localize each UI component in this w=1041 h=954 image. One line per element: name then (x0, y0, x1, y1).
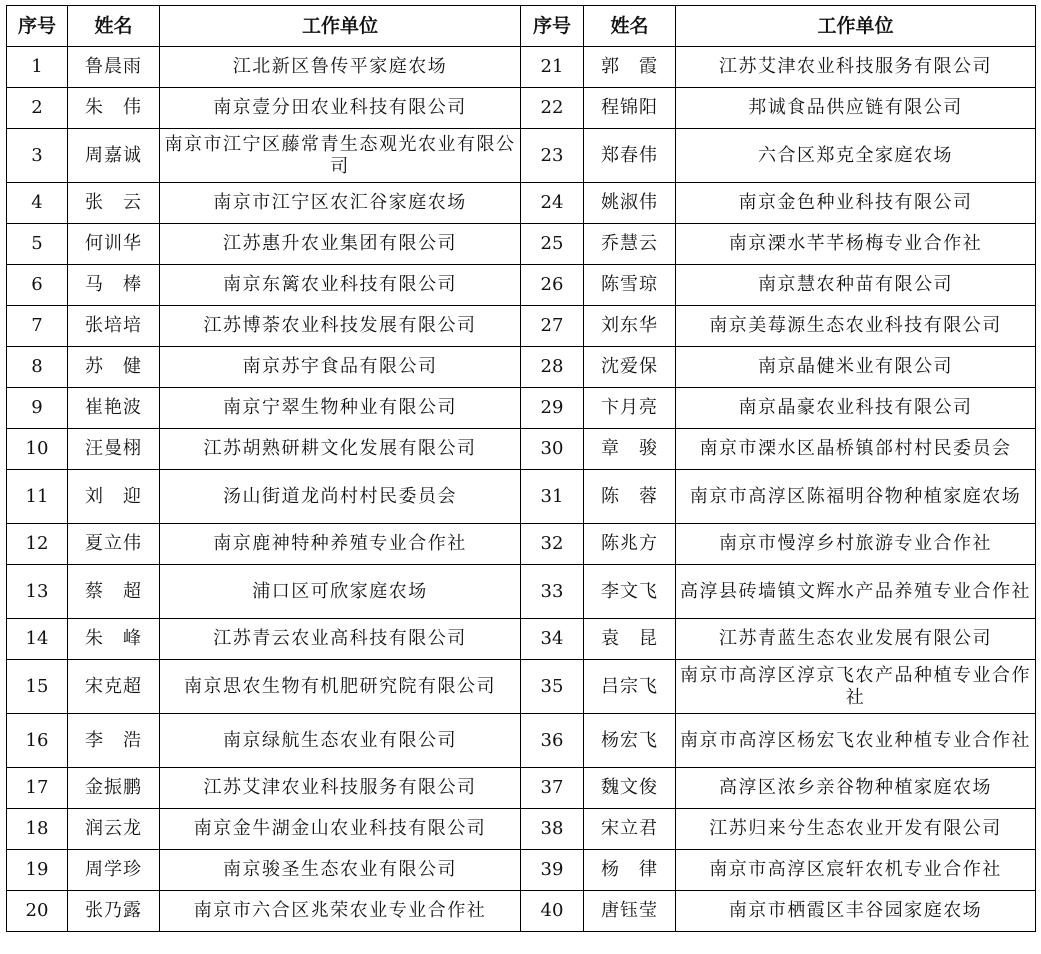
right-number-cell: 21 (521, 47, 584, 88)
table-row (7, 183, 1036, 224)
right-name-cell: 卞月亮 (584, 388, 676, 429)
left-number-cell: 20 (7, 891, 68, 932)
header-name-right: 姓名 (584, 6, 676, 47)
right-unit-cell: 江苏归来兮生态农业开发有限公司 (676, 809, 1036, 850)
left-number-cell: 12 (7, 524, 68, 565)
right-number-cell: 34 (521, 619, 584, 660)
right-unit-cell: 江苏艾津农业科技服务有限公司 (676, 47, 1036, 88)
left-number-cell: 6 (7, 265, 68, 306)
left-number-cell: 17 (7, 768, 68, 809)
table-row (7, 47, 1036, 88)
right-name-cell: 章 骏 (584, 429, 676, 470)
right-name-cell: 刘东华 (584, 306, 676, 347)
right-name-cell: 李文飞 (584, 565, 676, 619)
left-unit-cell: 江苏博荼农业科技发展有限公司 (160, 306, 521, 347)
right-number-cell: 26 (521, 265, 584, 306)
table-row (7, 714, 1036, 768)
left-number-cell: 7 (7, 306, 68, 347)
left-name-cell: 张乃露 (68, 891, 160, 932)
right-name-cell: 袁 昆 (584, 619, 676, 660)
left-name-cell: 周学珍 (68, 850, 160, 891)
table-row (7, 470, 1036, 524)
roster-body (7, 47, 1036, 932)
left-unit-cell: 南京东篱农业科技有限公司 (160, 265, 521, 306)
right-number-cell: 31 (521, 470, 584, 524)
right-name-cell: 郭 霞 (584, 47, 676, 88)
left-number-cell: 11 (7, 470, 68, 524)
header-unit-right: 工作单位 (676, 6, 1036, 47)
left-number-cell: 3 (7, 129, 68, 183)
right-unit-cell: 南京市高淳区宸轩农机专业合作社 (676, 850, 1036, 891)
left-number-cell: 5 (7, 224, 68, 265)
left-name-cell: 苏 健 (68, 347, 160, 388)
table-row (7, 224, 1036, 265)
left-number-cell: 14 (7, 619, 68, 660)
right-number-cell: 36 (521, 714, 584, 768)
right-name-cell: 杨 律 (584, 850, 676, 891)
right-name-cell: 沈爱保 (584, 347, 676, 388)
left-number-cell: 1 (7, 47, 68, 88)
left-unit-cell: 南京壹分田农业科技有限公司 (160, 88, 521, 129)
left-unit-cell: 南京宁翠生物种业有限公司 (160, 388, 521, 429)
right-number-cell: 25 (521, 224, 584, 265)
table-row (7, 891, 1036, 932)
left-unit-cell: 汤山街道龙尚村村民委员会 (160, 470, 521, 524)
right-number-cell: 39 (521, 850, 584, 891)
right-unit-cell: 南京溧水芊芊杨梅专业合作社 (676, 224, 1036, 265)
table-row (7, 306, 1036, 347)
left-name-cell: 马 棒 (68, 265, 160, 306)
right-number-cell: 35 (521, 660, 584, 714)
left-number-cell: 2 (7, 88, 68, 129)
right-name-cell: 吕宗飞 (584, 660, 676, 714)
left-name-cell: 张培培 (68, 306, 160, 347)
header-row (7, 6, 1036, 47)
right-number-cell: 22 (521, 88, 584, 129)
left-name-cell: 刘 迎 (68, 470, 160, 524)
left-name-cell: 汪曼栩 (68, 429, 160, 470)
right-name-cell: 陈兆方 (584, 524, 676, 565)
left-unit-cell: 南京市江宁区农汇谷家庭农场 (160, 183, 521, 224)
left-unit-cell: 南京思农生物有机肥研究院有限公司 (160, 660, 521, 714)
left-unit-cell: 江苏惠升农业集团有限公司 (160, 224, 521, 265)
right-number-cell: 33 (521, 565, 584, 619)
left-unit-cell: 南京金牛湖金山农业科技有限公司 (160, 809, 521, 850)
right-name-cell: 郑春伟 (584, 129, 676, 183)
left-unit-cell: 南京苏宇食品有限公司 (160, 347, 521, 388)
table-row (7, 265, 1036, 306)
right-unit-cell: 江苏青蓝生态农业发展有限公司 (676, 619, 1036, 660)
left-number-cell: 18 (7, 809, 68, 850)
roster-table (6, 5, 1036, 932)
left-number-cell: 16 (7, 714, 68, 768)
right-unit-cell: 南京市高淳区陈福明谷物种植家庭农场 (676, 470, 1036, 524)
right-name-cell: 宋立君 (584, 809, 676, 850)
table-row (7, 429, 1036, 470)
left-unit-cell: 江苏胡熟研耕文化发展有限公司 (160, 429, 521, 470)
right-unit-cell: 南京市慢淳乡村旅游专业合作社 (676, 524, 1036, 565)
table-row (7, 660, 1036, 714)
right-unit-cell: 南京美莓源生态农业科技有限公司 (676, 306, 1036, 347)
table-row (7, 524, 1036, 565)
left-name-cell: 周嘉诚 (68, 129, 160, 183)
right-unit-cell: 南京市溧水区晶桥镇郃村村民委员会 (676, 429, 1036, 470)
table-row (7, 768, 1036, 809)
left-name-cell: 宋克超 (68, 660, 160, 714)
left-unit-cell: 江苏艾津农业科技服务有限公司 (160, 768, 521, 809)
right-name-cell: 姚淑伟 (584, 183, 676, 224)
left-name-cell: 夏立伟 (68, 524, 160, 565)
right-name-cell: 唐钰莹 (584, 891, 676, 932)
left-unit-cell: 浦口区可欣家庭农场 (160, 565, 521, 619)
right-unit-cell: 南京晶健米业有限公司 (676, 347, 1036, 388)
left-unit-cell: 南京骏圣生态农业有限公司 (160, 850, 521, 891)
left-number-cell: 15 (7, 660, 68, 714)
left-unit-cell: 南京市江宁区藤常青生态观光农业有限公司 (160, 129, 521, 183)
right-unit-cell: 南京市栖霞区丰谷园家庭农场 (676, 891, 1036, 932)
left-name-cell: 李 浩 (68, 714, 160, 768)
right-number-cell: 30 (521, 429, 584, 470)
header-no-right: 序号 (521, 6, 584, 47)
right-number-cell: 27 (521, 306, 584, 347)
left-name-cell: 朱 伟 (68, 88, 160, 129)
right-name-cell: 杨宏飞 (584, 714, 676, 768)
table-row (7, 388, 1036, 429)
right-name-cell: 程锦阳 (584, 88, 676, 129)
left-name-cell: 崔艳波 (68, 388, 160, 429)
left-number-cell: 9 (7, 388, 68, 429)
right-name-cell: 陈 蓉 (584, 470, 676, 524)
left-number-cell: 19 (7, 850, 68, 891)
header-unit-left: 工作单位 (160, 6, 521, 47)
table-row (7, 129, 1036, 183)
left-unit-cell: 南京市六合区兆荣农业专业合作社 (160, 891, 521, 932)
right-unit-cell: 南京晶豪农业科技有限公司 (676, 388, 1036, 429)
left-unit-cell: 江苏青云农业高科技有限公司 (160, 619, 521, 660)
right-number-cell: 37 (521, 768, 584, 809)
right-unit-cell: 高淳县砖墙镇文辉水产品养殖专业合作社 (676, 565, 1036, 619)
right-number-cell: 29 (521, 388, 584, 429)
left-name-cell: 何训华 (68, 224, 160, 265)
table-row (7, 619, 1036, 660)
right-unit-cell: 高淳区浓乡亲谷物种植家庭农场 (676, 768, 1036, 809)
left-number-cell: 13 (7, 565, 68, 619)
table-row (7, 88, 1036, 129)
left-unit-cell: 江北新区鲁传平家庭农场 (160, 47, 521, 88)
table-row (7, 850, 1036, 891)
right-unit-cell: 南京市高淳区杨宏飞农业种植专业合作社 (676, 714, 1036, 768)
left-name-cell: 朱 峰 (68, 619, 160, 660)
right-number-cell: 23 (521, 129, 584, 183)
right-name-cell: 陈雪琼 (584, 265, 676, 306)
left-number-cell: 4 (7, 183, 68, 224)
left-name-cell: 蔡 超 (68, 565, 160, 619)
right-unit-cell: 南京市高淳区淳京飞农产品种植专业合作社 (676, 660, 1036, 714)
left-name-cell: 鲁晨雨 (68, 47, 160, 88)
right-unit-cell: 六合区郑克全家庭农场 (676, 129, 1036, 183)
table-row (7, 347, 1036, 388)
header-no-left: 序号 (7, 6, 68, 47)
left-number-cell: 8 (7, 347, 68, 388)
right-unit-cell: 南京金色种业科技有限公司 (676, 183, 1036, 224)
right-number-cell: 32 (521, 524, 584, 565)
left-name-cell: 张 云 (68, 183, 160, 224)
right-unit-cell: 南京慧农种苗有限公司 (676, 265, 1036, 306)
right-number-cell: 40 (521, 891, 584, 932)
right-number-cell: 24 (521, 183, 584, 224)
left-unit-cell: 南京绿航生态农业有限公司 (160, 714, 521, 768)
right-name-cell: 魏文俊 (584, 768, 676, 809)
right-name-cell: 乔慧云 (584, 224, 676, 265)
right-number-cell: 38 (521, 809, 584, 850)
left-name-cell: 润云龙 (68, 809, 160, 850)
table-row (7, 565, 1036, 619)
table-row (7, 809, 1036, 850)
header-name-left: 姓名 (68, 6, 160, 47)
right-unit-cell: 邦诚食品供应链有限公司 (676, 88, 1036, 129)
left-unit-cell: 南京鹿神特种养殖专业合作社 (160, 524, 521, 565)
left-number-cell: 10 (7, 429, 68, 470)
left-name-cell: 金振鹏 (68, 768, 160, 809)
right-number-cell: 28 (521, 347, 584, 388)
